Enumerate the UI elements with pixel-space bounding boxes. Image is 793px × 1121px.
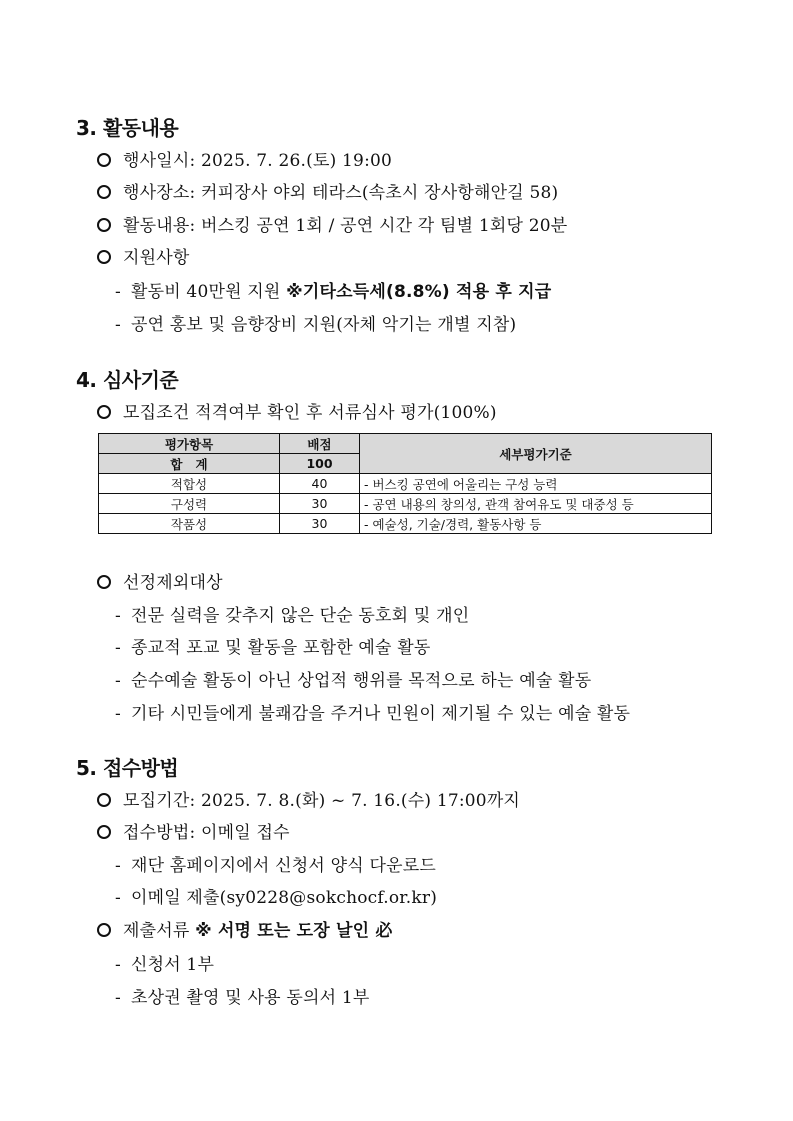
exclusion-line: - 기타 시민들에게 불쾌감을 주거나 민원이 제기될 수 있는 예술 활동 [115, 704, 631, 724]
exclusion-line: - 종교적 포교 및 활동을 포함한 예술 활동 [115, 638, 431, 658]
table-row: 구성력 30 - 공연 내용의 창의성, 관객 참여유도 및 대중성 등 [99, 494, 712, 514]
total-score: 100 [280, 454, 360, 474]
support-item: 지원사항 [97, 243, 190, 268]
documents-item: 제출서류 ※ 서명 또는 도장 날인 必 [97, 916, 393, 941]
section-3-title: 3. 활동내용 [76, 116, 179, 140]
tax-note: ※기타소득세(8.8%) 적용 후 지급 [286, 282, 552, 302]
submission-method-item: 접수방법: 이메일 접수 [97, 818, 290, 843]
event-place-item: 행사장소: 커피장사 야외 테라스(속초시 장사항해안길 58) [97, 178, 558, 203]
method-step-line: - 이메일 제출(sy0228@sokchocf.or.kr) [115, 888, 438, 908]
support-equipment-line: - 공연 홍보 및 음향장비 지원(자체 악기는 개별 지참) [115, 315, 517, 335]
evaluation-intro: 모집조건 적격여부 확인 후 서류심사 평가(100%) [97, 398, 497, 423]
circle-bullet-icon [97, 825, 111, 839]
table-row: 작품성 30 - 예술성, 기술/경력, 활동사항 등 [99, 514, 712, 534]
exclusion-line: - 순수예술 활동이 아닌 상업적 행위를 목적으로 하는 예술 활동 [115, 671, 592, 691]
document-line: - 초상권 촬영 및 사용 동의서 1부 [115, 988, 370, 1008]
document-line: - 신청서 1부 [115, 955, 215, 975]
header-score: 배점 [280, 434, 360, 454]
circle-bullet-icon [97, 250, 111, 264]
evaluation-table [98, 433, 712, 534]
circle-bullet-icon [97, 153, 111, 167]
circle-bullet-icon [97, 405, 111, 419]
section-4-title: 4. 심사기준 [76, 368, 179, 392]
support-fee-line: - 활동비 40만원 지원 ※기타소득세(8.8%) 적용 후 지급 [115, 282, 552, 302]
circle-bullet-icon [97, 575, 111, 589]
exclusion-title: 선정제외대상 [97, 568, 223, 593]
activity-item: 활동내용: 버스킹 공연 1회 / 공연 시간 각 팀별 1회당 20분 [97, 211, 567, 236]
header-item: 평가항목 [99, 434, 280, 454]
signature-note: ※ 서명 또는 도장 날인 必 [195, 921, 393, 941]
exclusion-line: - 전문 실력을 갖추지 않은 단순 동호회 및 개인 [115, 606, 470, 626]
total-label: 합 계 [99, 454, 280, 474]
circle-bullet-icon [97, 793, 111, 807]
circle-bullet-icon [97, 185, 111, 199]
header-criteria: 세부평가기준 [360, 434, 712, 474]
section-5-title: 5. 접수방법 [76, 756, 179, 780]
method-step-line: - 재단 홈페이지에서 신청서 양식 다운로드 [115, 856, 436, 876]
circle-bullet-icon [97, 218, 111, 232]
event-date-item: 행사일시: 2025. 7. 26.(토) 19:00 [97, 146, 392, 171]
circle-bullet-icon [97, 923, 111, 937]
table-row: 적합성 40 - 버스킹 공연에 어울리는 구성 능력 [99, 474, 712, 494]
recruit-period-item: 모집기간: 2025. 7. 8.(화) ~ 7. 16.(수) 17:00까지 [97, 786, 520, 811]
